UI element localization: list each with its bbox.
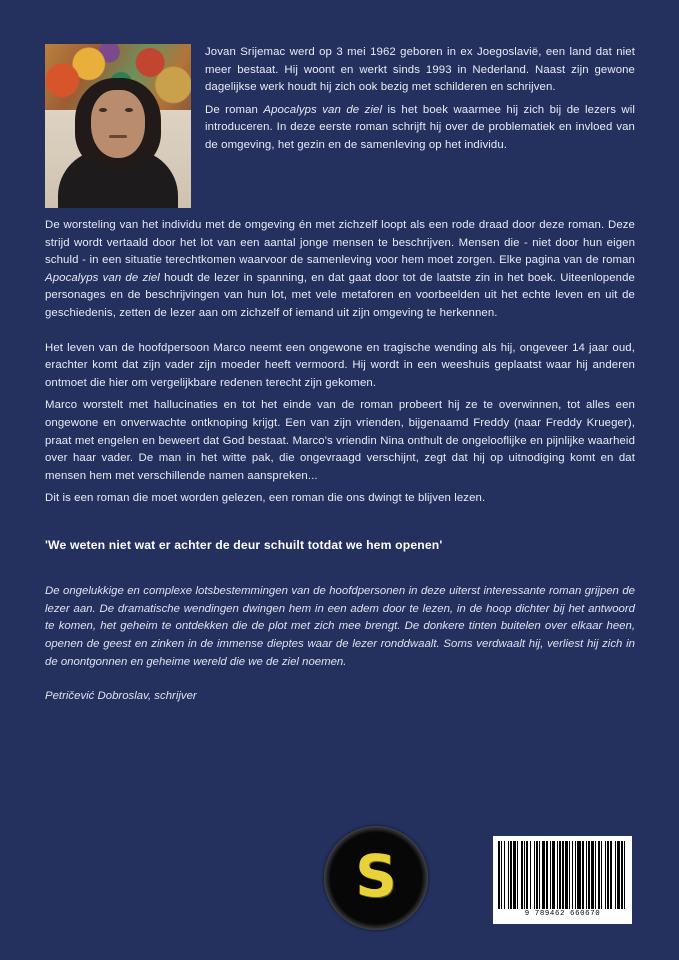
author-eye-left — [99, 108, 107, 112]
cover-content — [45, 44, 635, 706]
intro-p2-lead: De roman — [205, 103, 264, 116]
intro-p2-tail: is het boek waarmee hij zich bij de lezers wil introduceren. In deze eerste roman schrijft hij over de problematiek en invloed van de omgeving, het gezin en de samenleving op het individu. — [205, 103, 635, 151]
spacer-blurb-1 — [45, 323, 635, 340]
publisher-logo-letter: S — [355, 842, 397, 910]
barcode-number: 9 789462 660670 — [524, 910, 601, 918]
author-eye-right — [125, 108, 133, 112]
publisher-logo — [324, 826, 428, 930]
spacer-before-review — [45, 566, 635, 583]
book-title-italic-blurb: Apocalyps van de ziel — [45, 271, 160, 284]
blurb-p1-lead: De worsteling van het individu met de omgeving én met zichzelf loopt als een rode draad door deze roman. Deze strijd wordt vertaald door het lot van een aantal jonge mensen te beschrijven. Mensen die - niet door hun eigen schuld - in een situatie terechtkomen waarvoor de samenleving voor hem moet zorgen. Elke pagina van de roman — [45, 219, 635, 267]
isbn-barcode — [493, 836, 632, 924]
blurb-paragraph-3: Marco worstelt met hallucinaties en tot het einde van de roman probeert hij ze te overwinnen, tot alles een ongewone en onverwachte ontknoping krijgt. Een van zijn vrienden, bijgenaamd Freddy (naar Freddy Krueger), praat met engelen en beweert dat God bestaat. Marco's vriendin Nina onthult de ongelooflijke en pijnlijke waarheid over haar vader. De man in het witte pak, die ongevraagd verschijnt, zegt dat hij op uitnodiging komt en dat mensen hem met verschillende namen aanspreken... — [45, 399, 635, 482]
spacer-before-attribution — [45, 671, 635, 688]
blurb-paragraph-2: Het leven van de hoofdpersoon Marco neemt een ongewone en tragische wending als hij, ongeveer 14 jaar oud, erachter komt dat zijn vader zijn moeder heeft vermoord. Hij wordt in een weeshuis geplaatst waar hij anderen ontmoet die hier om vergelijkbare redenen terecht zijn gekomen. — [45, 341, 635, 389]
pull-quote: 'We weten niet wat er achter de deur schuilt totdat we hem openen' — [45, 538, 443, 553]
blurb-p1-tail: houdt de lezer in spanning, en dat gaat door tot de laatste zin in het boek. Uiteenlopende personages en de beschrijvingen van hun lot, met vele metaforen en voorbeelden uit het echte leven en uit de geschiedenis, zetten de lezer aan om zichzelf of iemand uit zijn omgeving te herkennen. — [45, 271, 635, 319]
barcode-bars — [498, 841, 627, 909]
spacer-before-quote — [45, 508, 635, 525]
blurb-paragraph-4: Dit is een roman die moet worden gelezen, een roman die ons dwingt te blijven lezen. — [45, 492, 486, 505]
review-attribution: Petričević Dobroslav, schrijver — [45, 690, 197, 703]
review-text: De ongelukkige en complexe lotsbestemmingen van de hoofdpersonen in deze uiterst interessante roman grijpen de lezer aan. De dramatische wendingen dwingen hem in een adem door te lezen, in de hoop dichter bij het antwoord te komen, het geheim te ontdekken die de plot met zich mee brengt. De donkere tinten buitelen over elkaar heen, openen de geest en zinken in de immense dieptes waar de lezer ronddwaalt. Soms verdwaalt hij, verliest hij zich in de onontgonnen en geheime wereld die we de ziel noemen. — [45, 585, 635, 668]
author-intro-block — [45, 44, 635, 212]
author-mouth — [109, 135, 127, 138]
intro-paragraph-1: Jovan Srijemac werd op 3 mei 1962 geboren in ex Joegoslavië, een land dat niet meer bestaat. Hij woont en werkt sinds 1993 in Nederland. Naast zijn gewone dagelijkse werk houdt hij zich ook bezig met schilderen en schrijven. — [205, 46, 635, 94]
book-title-italic-intro: Apocalyps van de ziel — [263, 103, 383, 116]
author-photo — [45, 44, 191, 208]
blurb-paragraph-1 — [45, 217, 635, 323]
author-face — [91, 90, 145, 158]
